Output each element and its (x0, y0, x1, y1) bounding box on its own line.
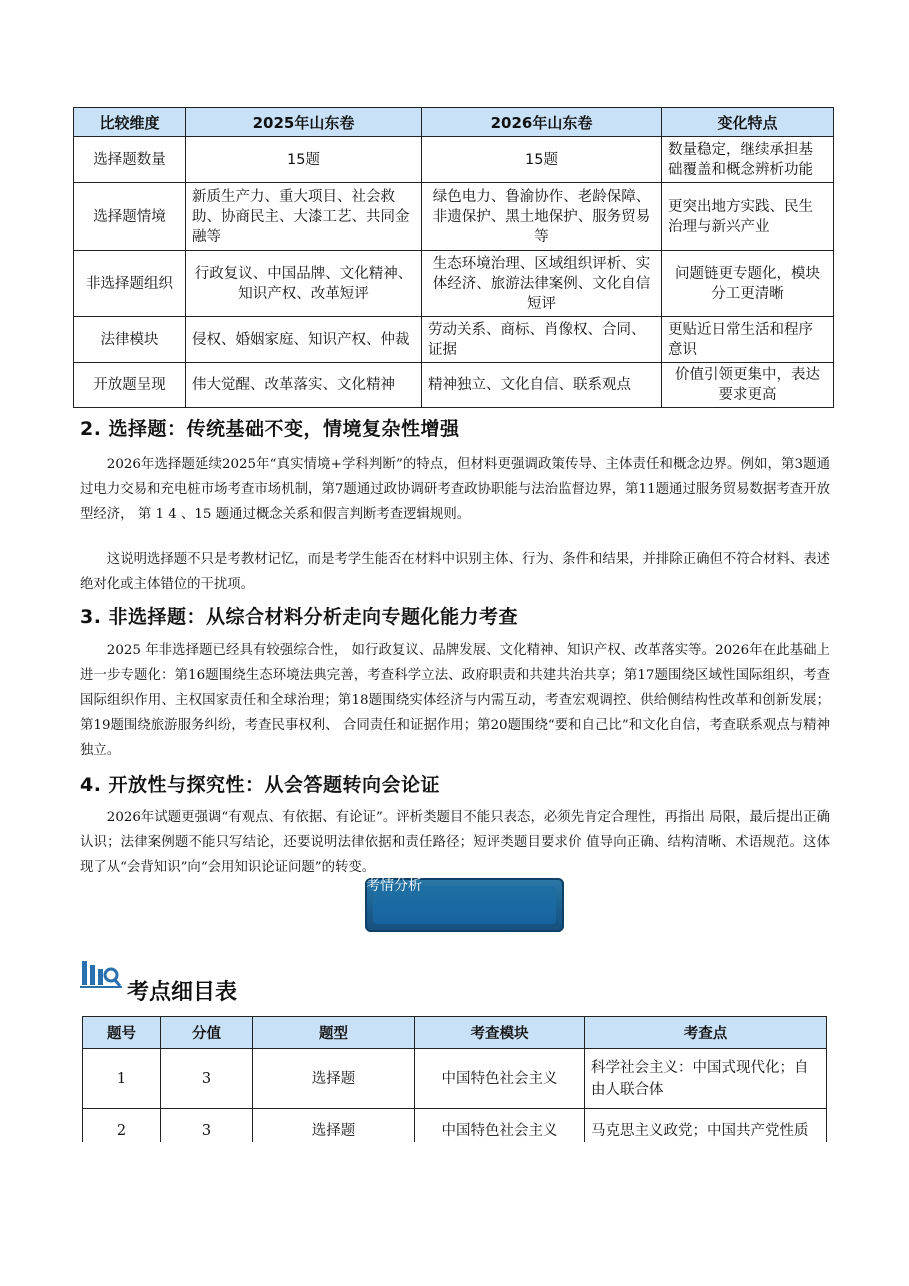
table-header: 题型 (253, 1017, 415, 1049)
table-cell: 更突出地方实践、民生治理与新兴产业 (662, 183, 834, 251)
table-cell: 新质生产力、重大项目、社会救助、协商民主、大漆工艺、共同金融等 (186, 183, 422, 251)
bar-chart-search-icon (80, 955, 124, 991)
table-cell: 2 (83, 1109, 161, 1153)
table-cell: 伟大觉醒、改革落实、文化精神 (186, 363, 422, 408)
table-cell: 选择题 (253, 1049, 415, 1109)
table-cell: 3 (161, 1109, 253, 1153)
table-cell: 法律模块 (74, 317, 186, 363)
table-header: 2025年山东卷 (186, 108, 422, 137)
comparison-table (73, 107, 834, 408)
table-header: 2026年山东卷 (422, 108, 662, 137)
section-heading: 2. 选择题：传统基础不变，情境复杂性增强 (80, 418, 460, 440)
table-row (74, 183, 834, 251)
table-header: 题号 (83, 1017, 161, 1049)
table-cell: 选择题数量 (74, 137, 186, 183)
table-cell: 中国特色社会主义 (415, 1109, 585, 1153)
section-heading: 4. 开放性与探究性：从会答题转向会论证 (80, 774, 441, 796)
table-cell: 精神独立、文化自信、联系观点 (422, 363, 662, 408)
table-cell: 问题链更专题化，模块分工更清晰 (662, 251, 834, 317)
table-header: 分值 (161, 1017, 253, 1049)
page-bottom-margin (0, 1142, 909, 1286)
table-header: 比较维度 (74, 108, 186, 137)
table-cell: 马克思主义政党；中国共产党性质 (585, 1109, 827, 1153)
table-row (74, 251, 834, 317)
table-row (74, 137, 834, 183)
table-header: 变化特点 (662, 108, 834, 137)
section-heading: 3. 非选择题：从综合材料分析走向专题化能力考查 (80, 606, 519, 628)
table-cell: 生态环境治理、区域组织评析、实体经济、旅游法律案例、文化自信短评 (422, 251, 662, 317)
table-cell: 价值引领更集中，表达要求更高 (662, 363, 834, 408)
table-cell: 开放题呈现 (74, 363, 186, 408)
detail-table (82, 1016, 827, 1153)
table-cell: 15题 (186, 137, 422, 183)
table-cell: 绿色电力、鲁渝协作、老龄保障、非遗保护、黑土地保护、服务贸易等 (422, 183, 662, 251)
table-cell: 15题 (422, 137, 662, 183)
table-cell: 1 (83, 1049, 161, 1109)
table-header: 考查点 (585, 1017, 827, 1049)
table-cell: 3 (161, 1049, 253, 1109)
table-row (83, 1049, 827, 1109)
section-title: 考点细目表 (127, 980, 238, 1005)
paragraph: 2026年选择题延续2025年“真实情境+学科判断”的特点，但材料更强调政策传导、主体责任和概念边界。例如，第3题通过电力交易和充电桩市场考查市场机制，第7题通过政协调研考查政协职能与法治监督边界，第11题通过服务贸易数据考查开放型经济， 第 1 4 、15 题通过概念关系和假言判断考查逻辑规则。 (80, 457, 830, 522)
banner-label: 考情分析 (366, 878, 422, 894)
table-cell: 更贴近日常生活和程序意识 (662, 317, 834, 363)
table-cell: 非选择题组织 (74, 251, 186, 317)
table-cell: 劳动关系、商标、肖像权、合同、证据 (422, 317, 662, 363)
section-banner (365, 878, 564, 932)
table-cell: 行政复议、中国品牌、文化精神、知识产权、改革短评 (186, 251, 422, 317)
table-header-row (74, 108, 834, 137)
table-cell: 科学社会主义：中国式现代化；自由人联合体 (585, 1049, 827, 1109)
table-cell: 侵权、婚姻家庭、知识产权、仲裁 (186, 317, 422, 363)
table-row (74, 317, 834, 363)
table-cell: 中国特色社会主义 (415, 1049, 585, 1109)
table-header: 考查模块 (415, 1017, 585, 1049)
paragraph: 这说明选择题不只是考教材记忆，而是考学生能否在材料中识别主体、行为、条件和结果，并排除正确但不符合材料、表述绝对化或主体错位的干扰项。 (80, 552, 830, 592)
table-row (74, 363, 834, 408)
paragraph: 2026年试题更强调“有观点、有依据、有论证”。评析类题目不能只表态，必须先肯定合理性，再指出 局限，最后提出正确认识；法律案例题不能只写结论，还要说明法律依据和责任路径；短评类题目要求价 值导向正确、结构清晰、术语规范。这体现了从“会背知识”向“会用知识论证问题”的转变。 (80, 810, 830, 875)
table-cell: 选择题 (253, 1109, 415, 1153)
table-cell: 数量稳定，继续承担基础覆盖和概念辨析功能 (662, 137, 834, 183)
paragraph: 2025 年非选择题已经具有较强综合性， 如行政复议、品牌发展、文化精神、知识产权、改革落实等。2026年在此基础上进一步专题化：第16题围绕生态环境法典完善，考查科学立法、政府职责和共建共治共享；第17题围绕区域性国际组织，考查国际组织作用、主权国家责任和全球治理；第18题围绕实体经济与内需互动，考查宏观调控、供给侧结构性改革和创新发展；第19题围绕旅游服务纠纷，考查民事权利、 合同责任和证据作用；第20题围绕“要和自己比”和文化自信，考查联系观点与精神独立。 (80, 643, 830, 758)
table-header-row (83, 1017, 827, 1049)
table-cell: 选择题情境 (74, 183, 186, 251)
